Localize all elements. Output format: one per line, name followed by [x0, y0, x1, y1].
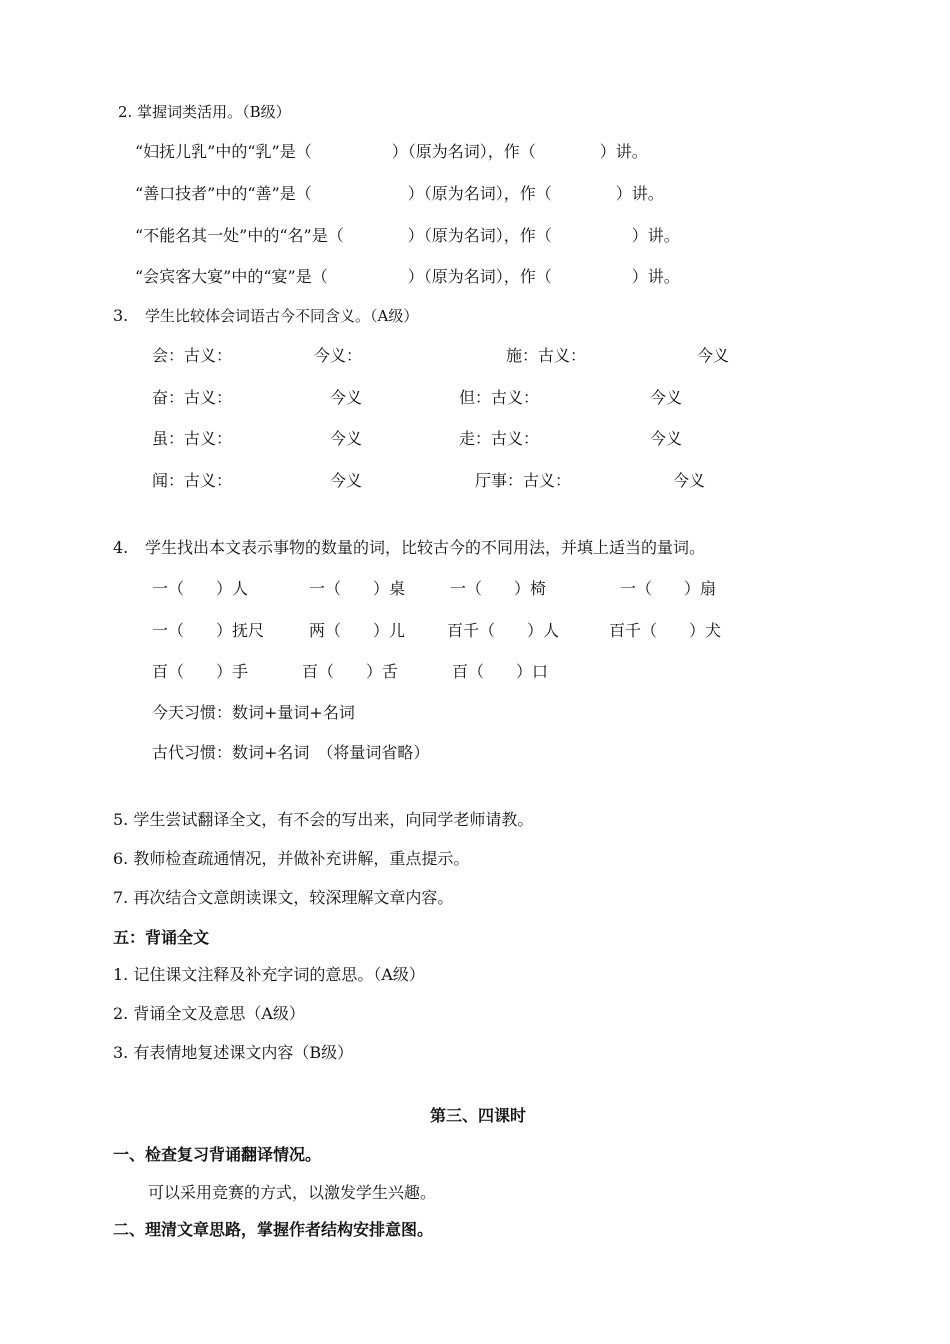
section5-heading: 五：背诵全文 [113, 928, 210, 947]
measure-word-cell: 百（ ）手 [152, 662, 249, 681]
step-item: 6. 教师检查疏通情况，并做补充讲解，重点提示。 [113, 849, 470, 868]
measure-word-cell: 一（ ）扇 [620, 579, 717, 598]
measure-word-cell: 百（ ）口 [452, 662, 549, 681]
section5-item: 2. 背诵全文及意思（A级） [113, 1004, 305, 1023]
step-item: 5. 学生尝试翻译全文，有不会的写出来，向同学老师请教。 [113, 810, 534, 829]
term-cell: 今义 [650, 429, 683, 448]
term-cell: 施：古义： [506, 346, 587, 365]
term-cell: 会：古义： [152, 346, 233, 365]
section2-item: “会宾客大宴”中的“宴”是（ ）（原为名词），作（ ）讲。 [135, 267, 680, 286]
term-cell: 今义 [330, 429, 363, 448]
section2-item: “妇抚儿乳”中的“乳”是（ ）（原为名词），作（ ）讲。 [135, 142, 648, 161]
section3-heading: 学生比较体会词语古今不同含义。（A级） [145, 307, 419, 325]
measure-word-cell: 两（ ）儿 [309, 621, 406, 640]
step-item: 7. 再次结合文意朗读课文，较深理解文章内容。 [113, 888, 454, 907]
term-cell: 闻：古义： [152, 471, 233, 490]
lesson-title: 第三、四课时 [430, 1106, 527, 1125]
lesson-part1-text: 可以采用竞赛的方式，以激发学生兴趣。 [148, 1183, 437, 1202]
term-cell: 今义 [697, 346, 730, 365]
section3-number: 3. [113, 306, 129, 325]
measure-word-cell: 一（ ）人 [152, 579, 249, 598]
measure-word-cell: 一（ ）抚尺 [152, 621, 265, 640]
lesson-part1-heading: 一、检查复习背诵翻译情况。 [113, 1145, 322, 1164]
term-cell: 奋：古义： [152, 388, 233, 407]
section4-number: 4. [113, 538, 129, 557]
measure-word-cell: 百（ ）舌 [302, 662, 399, 681]
measure-word-cell: 百千（ ）犬 [609, 621, 722, 640]
section2-item: “不能名其一处”中的“名”是（ ）（原为名词），作（ ）讲。 [135, 226, 680, 245]
lesson-part2-heading: 二、理清文章思路，掌握作者结构安排意图。 [113, 1220, 434, 1239]
section2-item: “善口技者”中的“善”是（ ）（原为名词），作（ ）讲。 [135, 184, 664, 203]
term-cell: 今义 [330, 471, 363, 490]
measure-word-cell: 一（ ）椅 [450, 579, 547, 598]
section2-heading: 2. 掌握词类活用。（B级） [118, 103, 291, 121]
section5-item: 1. 记住课文注释及补充字词的意思。（A级） [113, 965, 425, 984]
term-cell: 今义 [330, 388, 363, 407]
ancient-usage: 古代习惯：数词+名词 （将量词省略） [152, 743, 430, 762]
term-cell: 厅事：古义： [475, 471, 572, 490]
today-usage: 今天习惯：数词+量词+名词 [152, 703, 355, 722]
term-cell: 今义 [673, 471, 706, 490]
measure-word-cell: 一（ ）桌 [309, 579, 406, 598]
section4-heading: 学生找出本文表示事物的数量的词，比较古今的不同用法，并填上适当的量词。 [145, 538, 706, 557]
term-cell: 今义 [650, 388, 683, 407]
measure-word-cell: 百千（ ）人 [447, 621, 560, 640]
term-cell: 今义： [314, 346, 363, 365]
section5-item: 3. 有表情地复述课文内容（B级） [113, 1043, 354, 1062]
term-cell: 但：古义： [459, 388, 540, 407]
term-cell: 走：古义： [459, 429, 540, 448]
term-cell: 虽：古义： [152, 429, 233, 448]
